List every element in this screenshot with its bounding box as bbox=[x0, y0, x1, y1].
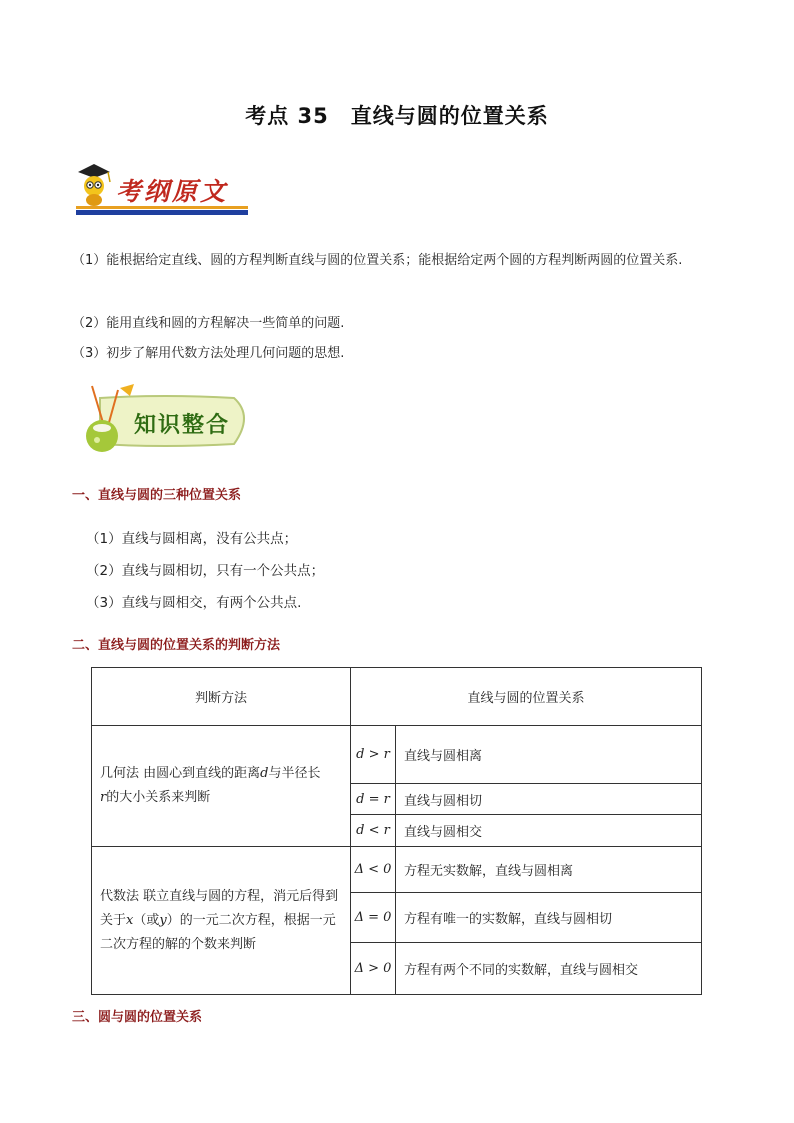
col-header-method: 判断方法 bbox=[92, 668, 351, 726]
judgment-table bbox=[91, 667, 702, 995]
syllabus-banner bbox=[70, 158, 250, 218]
syllabus-item-2: （2）能用直线和圆的方程解决一些简单的问题. bbox=[72, 316, 345, 331]
col-header-relation: 直线与圆的位置关系 bbox=[351, 668, 702, 726]
condition-cell: d > r bbox=[351, 726, 396, 784]
result-cell: 方程无实数解，直线与圆相离 bbox=[396, 847, 702, 893]
syllabus-banner-label: 考纲原文 bbox=[116, 177, 229, 206]
condition-cell: Δ = 0 bbox=[351, 893, 396, 943]
knowledge-banner bbox=[74, 382, 254, 458]
table-header-row bbox=[92, 668, 702, 726]
syllabus-item-3: （3）初步了解用代数方法处理几何问题的思想. bbox=[72, 346, 345, 361]
geometric-method-cell: 几何法 由圆心到直线的距离d与半径长 r的大小关系来判断 bbox=[92, 726, 351, 847]
table-row bbox=[92, 726, 702, 784]
section-1-heading: 一、直线与圆的三种位置关系 bbox=[72, 488, 242, 503]
condition-cell: d < r bbox=[351, 815, 396, 847]
section-1-item-1: （1）直线与圆相离，没有公共点； bbox=[86, 531, 298, 547]
syllabus-item-1: （1）能根据给定直线、圆的方程判断直线与圆的位置关系；能根据给定两个圆的方程判断两圆的位置关系. bbox=[72, 253, 683, 268]
result-cell: 直线与圆相交 bbox=[396, 815, 702, 847]
algebraic-method-label: 代数法 bbox=[100, 888, 140, 904]
result-cell: 直线与圆相离 bbox=[396, 726, 702, 784]
condition-cell: d = r bbox=[351, 784, 396, 815]
result-cell: 方程有两个不同的实数解，直线与圆相交 bbox=[396, 943, 702, 995]
table-row bbox=[92, 847, 702, 893]
algebraic-method-cell: 代数法 联立直线与圆的方程，消元后得到关于x（或y）的一元二次方程，根据一元二次方程的解的个数来判断 bbox=[92, 847, 351, 995]
section-1-item-3: （3）直线与圆相交，有两个公共点. bbox=[86, 595, 302, 611]
section-2-heading: 二、直线与圆的位置关系的判断方法 bbox=[72, 638, 281, 653]
condition-cell: Δ < 0 bbox=[351, 847, 396, 893]
result-cell: 方程有唯一的实数解，直线与圆相切 bbox=[396, 893, 702, 943]
knowledge-banner-label: 知识整合 bbox=[134, 412, 231, 438]
geometric-method-label: 几何法 bbox=[100, 766, 140, 781]
condition-cell: Δ > 0 bbox=[351, 943, 396, 995]
section-3-heading: 三、圆与圆的位置关系 bbox=[72, 1010, 203, 1025]
page-title: 考点 35 直线与圆的位置关系 bbox=[245, 104, 549, 128]
result-cell: 直线与圆相切 bbox=[396, 784, 702, 815]
section-1-item-2: （2）直线与圆相切，只有一个公共点； bbox=[86, 563, 325, 579]
